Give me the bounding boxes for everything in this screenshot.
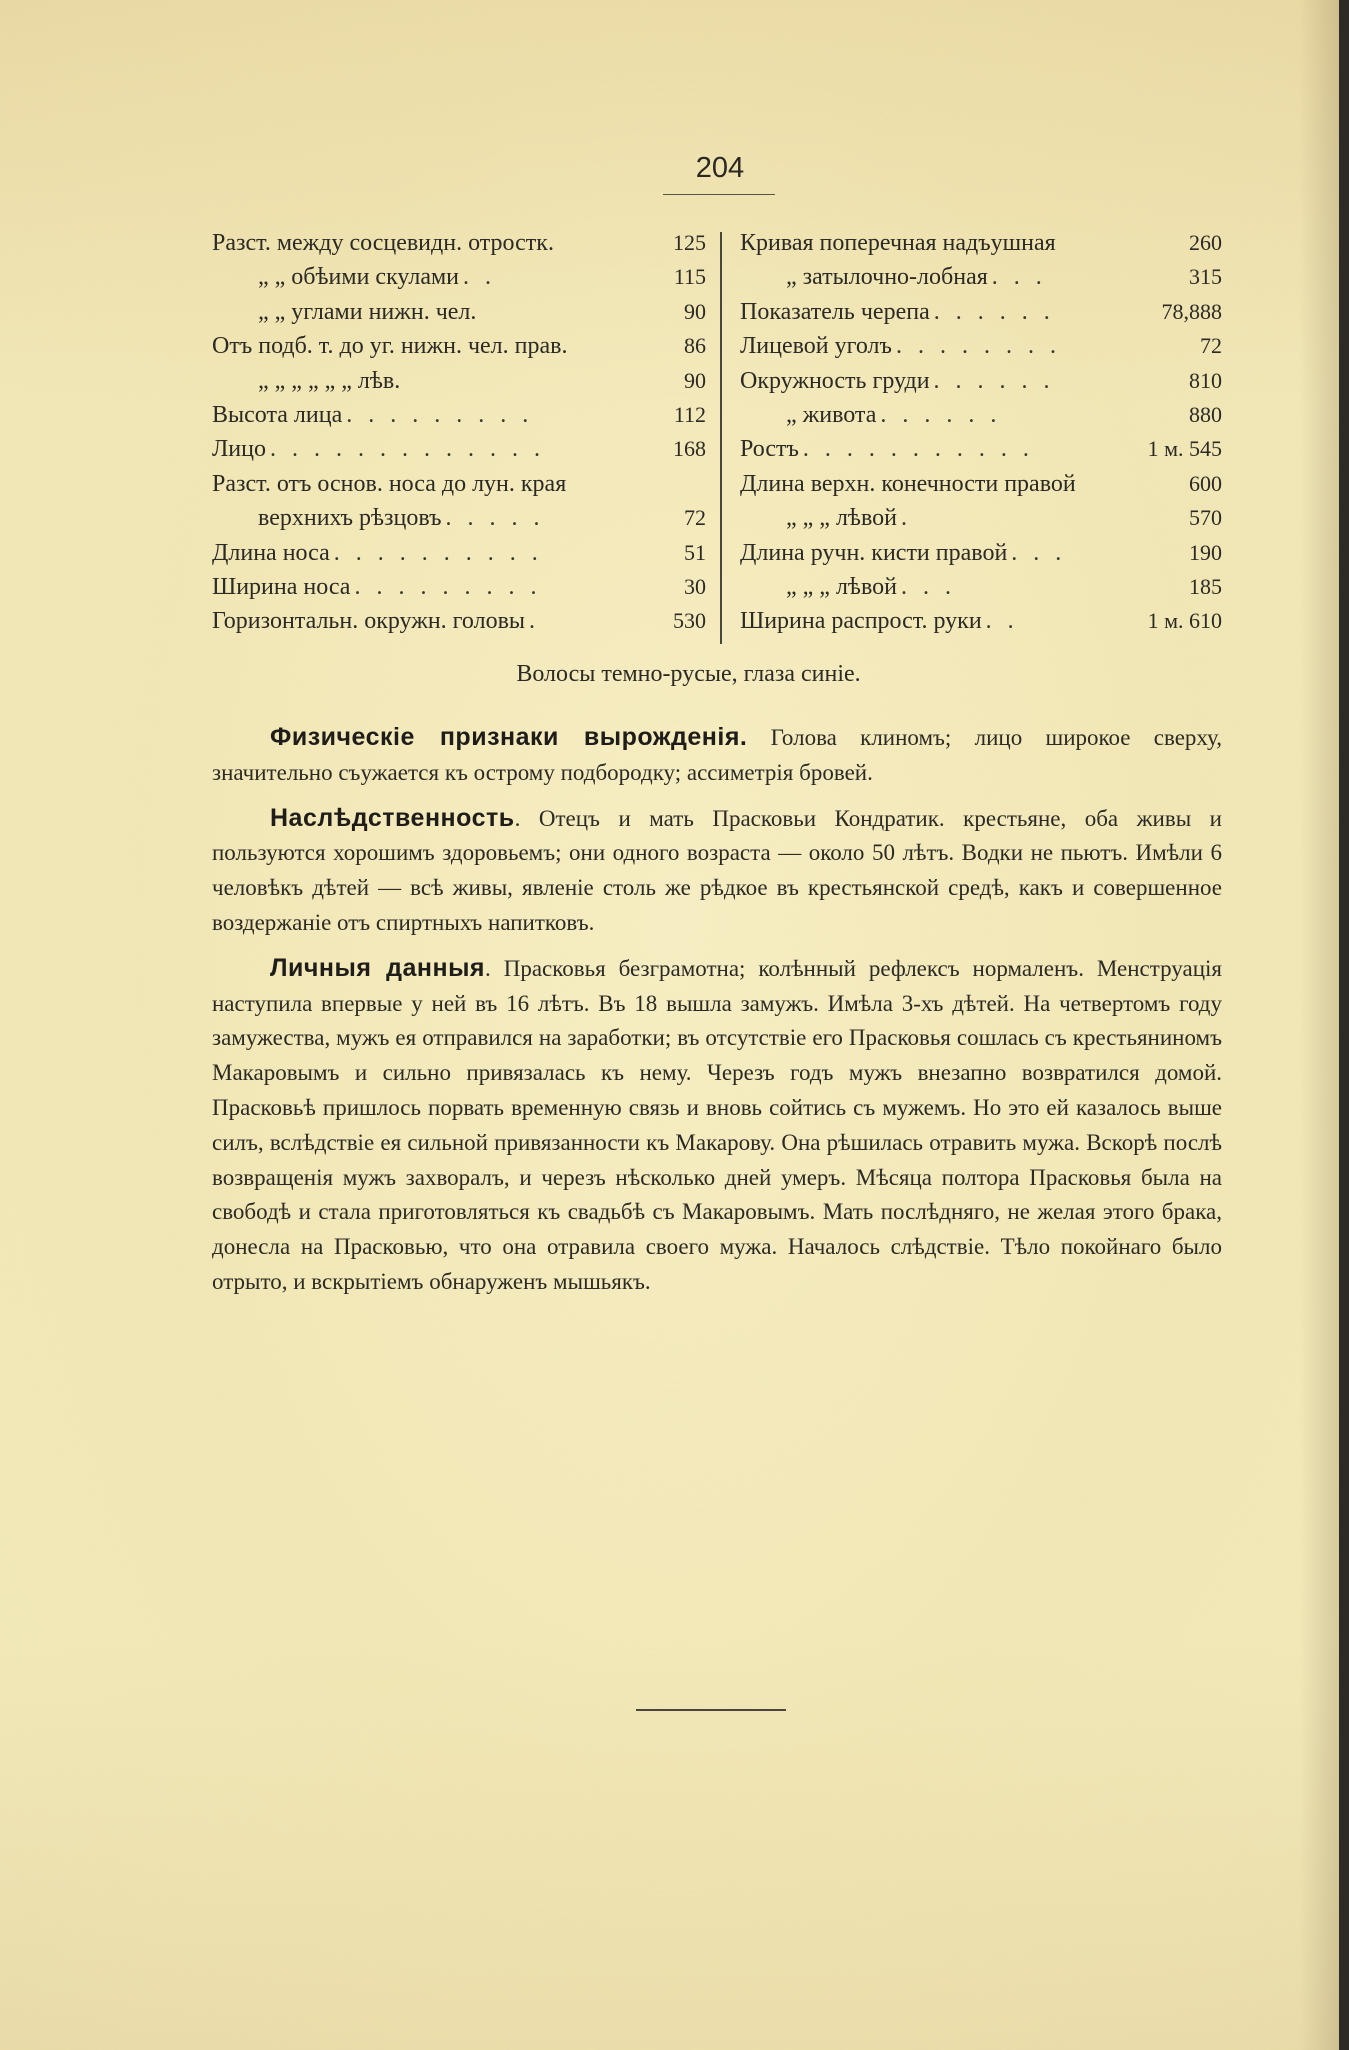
- column-divider: [720, 232, 722, 644]
- measurement-value: 185: [1189, 573, 1222, 599]
- measurement-label: Показатель черепа: [740, 298, 930, 325]
- measurement-value: 90: [684, 298, 706, 324]
- measurement-row: [740, 226, 1222, 260]
- leader-dots: . . . . . .: [933, 298, 1055, 325]
- measurement-row: [212, 329, 706, 363]
- leader-dots: . .: [985, 608, 1019, 635]
- section-heading: Личныя данныя: [270, 953, 486, 982]
- measurement-label: Длина ручн. кисти правой: [740, 539, 1008, 566]
- leader-dots: . . . . . . . . .: [354, 573, 542, 600]
- measurement-value: 78,888: [1161, 298, 1222, 324]
- measurement-label: Разст. отъ основ. носа до лун. края: [212, 470, 567, 497]
- measurement-value: 315: [1189, 264, 1222, 290]
- measurement-row: [740, 536, 1222, 570]
- leader-dots: . . . . . . . .: [895, 333, 1061, 360]
- body-text: [212, 720, 1222, 1310]
- measurement-value: 86: [684, 333, 706, 359]
- section-text: . Отецъ и мать Прасковьи Кондратик. крестьяне, оба живы и пользуются хорошимъ здоровьемъ; они одного возраста — около 50 лѣтъ. Водки не пьютъ. Имѣли 6 человѣкъ дѣтей — всѣ живы, явленіе столь же рѣдкое въ крестьянской средѣ, какъ и совершенное воздержаніе отъ спиртныхъ напитковъ.: [212, 805, 1222, 935]
- measurement-value: 1 м. 610: [1147, 608, 1222, 634]
- measurement-label: Ростъ: [740, 436, 799, 463]
- measurement-row: [212, 604, 706, 638]
- measurement-label: Отъ подб. т. до уг. нижн. чел. прав.: [212, 333, 568, 360]
- leader-dots: . .: [463, 264, 496, 291]
- leader-dots: . . .: [1011, 539, 1067, 566]
- measurement-row: [740, 295, 1222, 329]
- leader-dots: . . . . .: [445, 505, 545, 532]
- page-edge-shadow: [1299, 0, 1339, 2050]
- hair-eyes-caption: Волосы темно-русые, глаза синіе.: [516, 661, 861, 687]
- measurement-value: 190: [1189, 539, 1222, 565]
- leader-dots: . . .: [900, 573, 956, 600]
- measurement-value: 125: [673, 230, 706, 255]
- measurement-label: Ширина распрост. руки: [740, 608, 982, 635]
- measurement-row: [212, 364, 706, 398]
- measurement-label: „ „ „ лѣвой: [786, 573, 897, 600]
- measurement-value: 72: [1200, 333, 1222, 359]
- leader-dots: . . . . . . . . .: [346, 401, 534, 428]
- page-number-rule: [663, 194, 775, 195]
- measurement-value: 90: [684, 367, 706, 393]
- measurement-value: 570: [1189, 505, 1222, 531]
- measurement-row: [212, 570, 706, 604]
- measurement-value: 51: [684, 539, 706, 565]
- measurement-row: [212, 295, 706, 329]
- measurement-row: [740, 398, 1222, 432]
- measurement-label: Длина верхн. конечности правой: [740, 470, 1076, 497]
- leader-dots: . . . . . . . . . .: [333, 539, 543, 566]
- measurement-row: [740, 570, 1222, 604]
- measurement-row: [212, 226, 706, 260]
- section-paragraph: [212, 951, 1222, 1300]
- measurement-label: Окружность груди: [740, 367, 930, 394]
- leader-dots: . . . . . . . . . . . . .: [269, 436, 545, 463]
- measurement-label: „ „ обѣими скулами: [258, 264, 459, 291]
- measurement-value: 600: [1189, 470, 1222, 496]
- measurement-row: [212, 536, 706, 570]
- measurement-label: Лицо: [212, 436, 266, 463]
- measurement-label: верхнихъ рѣзцовъ: [258, 505, 442, 532]
- section-text: Голова клиномъ; лицо широкое сверху, значительно съужается къ острому подбородку; ассиметрія бровей.: [212, 725, 1222, 785]
- measurement-label: Горизонтальн. окружн. головы: [212, 608, 526, 635]
- section-heading: Наслѣдственность: [270, 803, 515, 832]
- measurement-label: Кривая поперечная надъушная: [740, 230, 1056, 256]
- measurements-table: [212, 226, 1222, 652]
- measurement-value: 810: [1189, 367, 1222, 393]
- measurement-label: Лицевой уголъ: [740, 333, 892, 360]
- section-text: . Прасковья безграмотна; колѣнный рефлексъ нормаленъ. Менструація наступила впервые у ней въ 16 лѣтъ. Въ 18 вышла замужъ. Имѣла 3-хъ дѣтей. На четвертомъ году замужества, мужъ ея отправился на заработки; въ отсутствіе его Прасковья сошлась съ крестьяниномъ Макаровымъ и сильно привязалась къ нему. Черезъ годъ мужъ внезапно возвратился домой. Прасковьѣ пришлось порвать временную связь и вновь сойтись съ мужемъ. Но это ей казалось выше силъ, вслѣдствіе ея сильной привязанности къ Макарову. Она рѣшилась отравить мужа. Вскорѣ послѣ возвращенія мужъ захворалъ, и черезъ нѣсколько дней умеръ. Мѣсяца полтора Прасковья была на свободѣ и стала приготовляться къ свадьбѣ съ Макаровымъ. Мать послѣдняго, не желая этого брака, донесла на Прасковью, что она отравила своего мужа. Началось слѣдствіе. Тѣло покойнаго было отрыто, и вскрытіемъ обнаруженъ мышьякъ.: [212, 955, 1222, 1294]
- measurements-left-column: [212, 226, 706, 639]
- measurement-label: „ затылочно-лобная: [786, 264, 988, 291]
- measurement-value: 530: [673, 608, 706, 634]
- measurement-value: 260: [1189, 230, 1222, 255]
- section-paragraph: [212, 801, 1222, 941]
- measurement-value: 72: [684, 505, 706, 531]
- measurement-value: 112: [673, 401, 706, 427]
- page-number: 204: [695, 152, 745, 184]
- leader-dots: . . .: [991, 264, 1047, 291]
- section-paragraph: [212, 720, 1222, 791]
- leader-dots: . . . . . . . . . . .: [802, 436, 1034, 463]
- measurement-row: [740, 329, 1222, 363]
- measurement-label: „ „ „ лѣвой: [786, 505, 897, 532]
- measurement-row: [212, 467, 706, 501]
- measurement-label: Высота лица: [212, 401, 343, 428]
- measurement-row: [740, 604, 1222, 638]
- measurement-label: Ширина носа: [212, 573, 351, 600]
- leader-dots: .: [900, 505, 912, 532]
- measurement-label: „ живота: [786, 401, 877, 428]
- measurement-row: [740, 364, 1222, 398]
- measurement-value: 115: [673, 264, 706, 290]
- measurement-row: [740, 432, 1222, 466]
- measurement-row: [740, 467, 1222, 501]
- measurement-value: 168: [673, 436, 706, 462]
- measurement-row: [740, 501, 1222, 535]
- measurement-label: „ „ углами нижн. чел.: [258, 298, 477, 325]
- measurement-row: [212, 432, 706, 466]
- measurements-right-column: [740, 226, 1222, 639]
- measurement-label: Длина носа: [212, 539, 330, 566]
- measurement-row: [212, 501, 706, 535]
- measurement-row: [212, 260, 706, 294]
- measurement-row: [212, 398, 706, 432]
- measurement-value: 1 м. 545: [1147, 436, 1222, 462]
- section-heading: Физическіе признаки вырожденія.: [270, 723, 748, 751]
- leader-dots: . . . . . .: [880, 401, 1002, 428]
- measurement-value: 30: [684, 573, 706, 599]
- leader-dots: . . . . . .: [933, 367, 1055, 394]
- measurement-label: „ „ „ „ „ „ лѣв.: [258, 367, 401, 394]
- measurement-label: Разст. между сосцевидн. отростк.: [212, 230, 554, 256]
- leader-dots: .: [529, 608, 541, 635]
- measurement-value: 880: [1189, 401, 1222, 427]
- page-edge: [1339, 0, 1349, 2050]
- end-rule: [636, 1709, 786, 1711]
- measurement-row: [740, 260, 1222, 294]
